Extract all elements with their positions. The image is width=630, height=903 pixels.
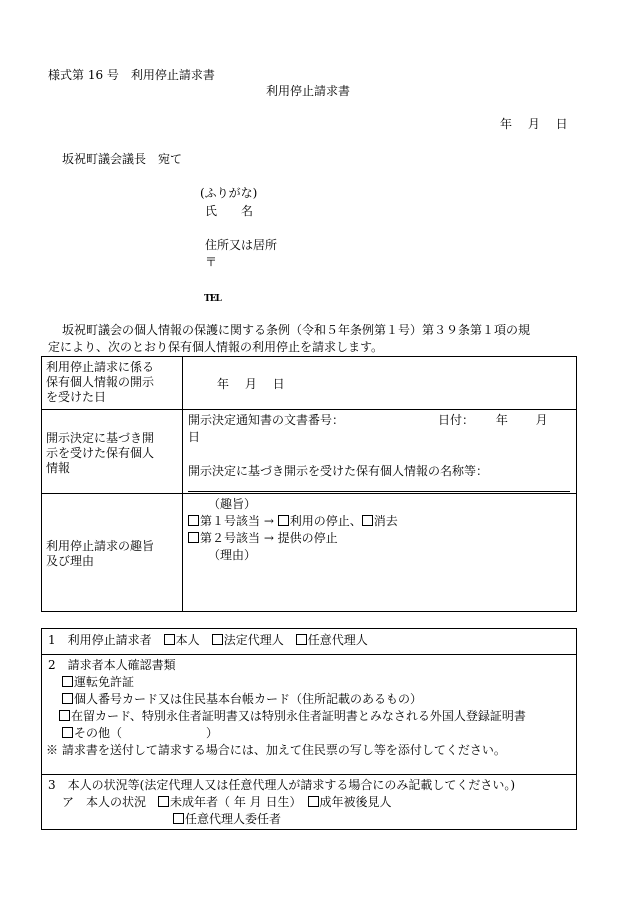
residence-card-checkbox[interactable]: [59, 710, 70, 721]
purpose-2-checkbox[interactable]: [188, 532, 199, 543]
row2-label: 開示決定に基づき開 示を受けた保有個人 情報: [46, 431, 155, 475]
erase-checkbox[interactable]: [362, 515, 373, 526]
doc-item-residence: 在留カード、特別永住者証明書又は特別永住者証明書とみなされる外国人登録証明書: [59, 709, 526, 724]
date-label: 年 月 日: [500, 117, 568, 131]
reason-heading: （理由）: [208, 548, 257, 562]
voluntary-agent-checkbox[interactable]: [296, 634, 307, 645]
license-checkbox[interactable]: [62, 676, 73, 687]
other-checkbox[interactable]: [62, 727, 73, 738]
row3-label: 利用停止請求の趣旨 及び理由: [46, 539, 155, 568]
furigana-label: (ふりがな): [200, 186, 258, 200]
principal-checkbox[interactable]: [173, 813, 184, 824]
intro-line-1: 坂祝町議会の個人情報の保護に関する条例（令和５年条例第１号）第３９条第１項の規: [62, 323, 531, 337]
self-checkbox[interactable]: [164, 634, 175, 645]
purpose-option-1: 第１号該当 → 利用の停止、 消去: [188, 514, 398, 529]
tel-mark: TEL: [204, 294, 221, 304]
row2-date-field[interactable]: 日付： 年 月: [438, 413, 548, 427]
name-label: 氏 名: [205, 204, 254, 218]
section3-label: 3 本人の状況等(法定代理人又は任意代理人が請求する場合にのみ記載してください。): [48, 778, 516, 792]
stop-use-checkbox[interactable]: [278, 515, 289, 526]
section3-principal: 任意代理人委任者: [173, 812, 281, 827]
intro-line-2: 定により、次のとおり保有個人情報の利用停止を請求します。: [48, 340, 384, 354]
section2-note: ※ 請求書を送付して請求する場合には、加えて住民票の写し等を添付してください。: [46, 743, 506, 757]
form-title: 利用停止請求書: [266, 84, 351, 98]
doc-item-license: 運転免許証: [62, 675, 134, 690]
section3-status: ア 本人の状況 未成年者（ 年 月 日生） 成年被後見人: [62, 795, 392, 809]
purpose-heading: （趣旨）: [208, 497, 257, 511]
postal-mark: 〒: [205, 255, 218, 269]
info-name-field[interactable]: 開示決定に基づき開示を受けた保有個人情報の名称等：: [188, 464, 489, 478]
purpose-1-checkbox[interactable]: [188, 515, 199, 526]
row2-day: 日: [188, 430, 201, 444]
doc-number-field[interactable]: 開示決定通知書の文書番号：: [188, 413, 345, 427]
doc-item-mynumber: 個人番号カード又は住民基本台帳カード（住所記載のあるもの）: [62, 692, 422, 707]
adult-ward-checkbox[interactable]: [308, 796, 319, 807]
row1-label: 利用停止請求に係る 保有個人情報の開示 を受けた日: [46, 360, 155, 404]
minor-checkbox[interactable]: [158, 796, 169, 807]
legal-agent-checkbox[interactable]: [212, 634, 223, 645]
section1: 1 利用停止請求者 本人 法定代理人 任意代理人: [48, 633, 368, 647]
address-label: 住所又は居所: [205, 238, 278, 252]
doc-item-other: その他（ ）: [62, 726, 218, 741]
form-number: 様式第 16 号 利用停止請求書: [48, 68, 215, 82]
addressee: 坂祝町議会議長 宛て: [62, 152, 183, 166]
mynumber-checkbox[interactable]: [62, 693, 73, 704]
requester-table: [41, 628, 577, 830]
purpose-option-2: 第２号該当 → 提供の停止: [188, 531, 338, 546]
section2-label: 2 請求者本人確認書類: [48, 658, 176, 672]
disclosure-date-field[interactable]: 年 月 日: [217, 377, 285, 391]
request-table: [41, 356, 577, 612]
